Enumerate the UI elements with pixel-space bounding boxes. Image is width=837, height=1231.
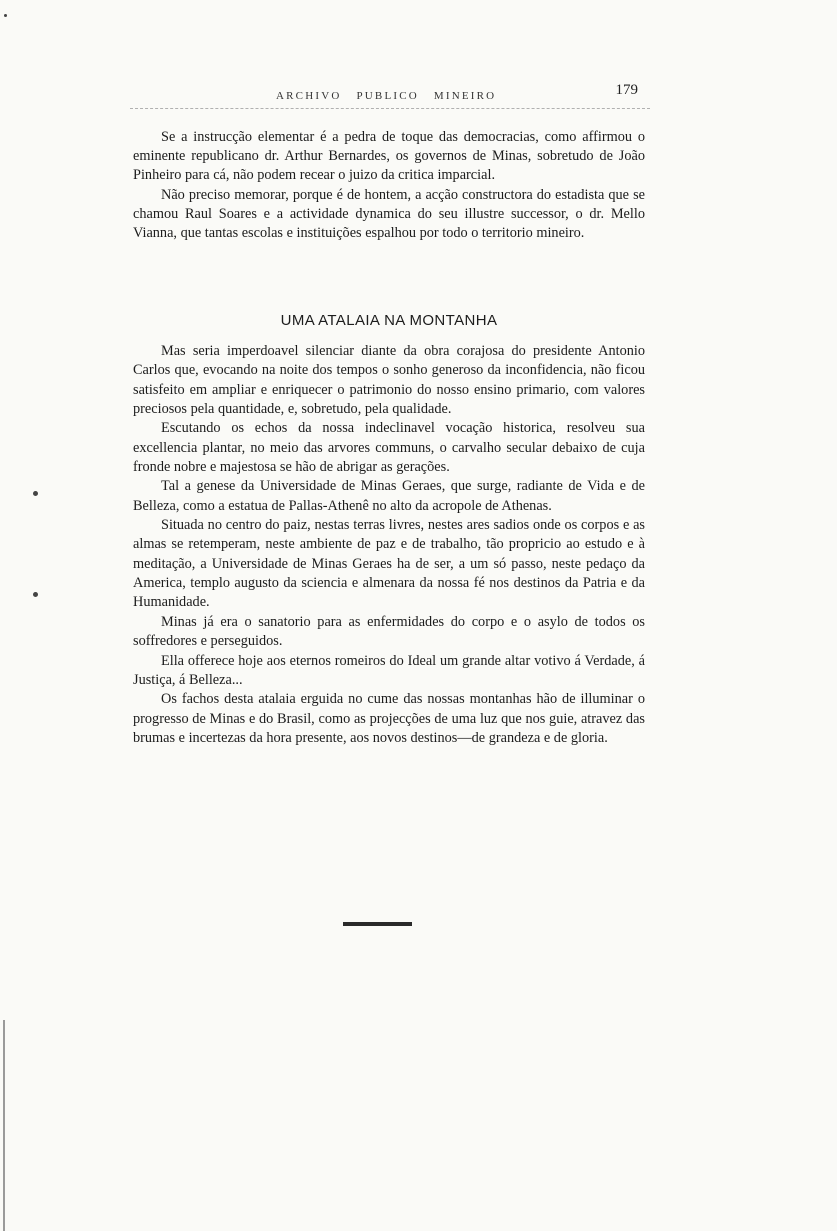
scan-edge-line xyxy=(3,1020,5,1231)
end-of-text-rule xyxy=(343,922,412,926)
scan-speck xyxy=(33,491,38,496)
paragraph: Não preciso memorar, porque é de hontem, a acção constructora do estadista que se chamou Raul Soares e a actividade dynamica do seu illustre successor, o dr. Mello Vianna, que tantas escolas e instituições espalhou por todo o territorio mineiro. xyxy=(133,186,645,242)
paragraph: Minas já era o sanatorio para as enfermidades do corpo e o asylo de todos os soffredores e perseguidos. xyxy=(133,613,645,650)
paragraph: Se a instrucção elementar é a pedra de toque das democracias, como affirmou o eminente republicano dr. Arthur Bernardes, os governos de Minas, sobretudo de João Pinheiro para cá, não podem recear o juizo da critica imparcial. xyxy=(133,129,645,184)
paragraph: Os fachos desta atalaia erguida no cume das nossas montanhas hão de illuminar o progresso de Minas e do Brasil, como as projecções de uma luz que nos guie, atravez das brumas e incertezas da hora presente, aos novos destinos—de grandeza e de gloria. xyxy=(133,691,645,746)
running-header xyxy=(130,82,650,112)
paragraph: Escutando os echos da nossa indeclinavel vocação historica, resolveu sua excellencia plantar, no meio das arvores communs, o carvalho secular debaixo de cuja fronde nobre e majestosa se hão de abrigar as gerações. xyxy=(133,420,645,476)
page-number: 179 xyxy=(615,82,638,98)
scan-speck xyxy=(4,14,7,17)
header-rule xyxy=(130,108,650,109)
paragraph: Ella offerece hoje aos eternos romeiros do Ideal um grande altar votivo á Verdade, á Justiça, á Belleza... xyxy=(133,652,645,688)
scan-speck xyxy=(33,592,38,597)
section-text xyxy=(133,342,645,748)
section-heading: UMA ATALAIA NA MONTANHA xyxy=(280,312,498,329)
running-title: ARCHIVO PUBLICO MINEIRO xyxy=(276,90,497,102)
paragraph: Situada no centro do paiz, nestas terras livres, nestes ares sadios onde os corpos e as almas se retemperam, neste ambiente de paz e de trabalho, tão propricio ao estudo e à meditação, a Universidade de Minas Geraes ha de ser, a um só passo, neste pedaço da America, templo augusto da sciencia e almenara da nossa fé nos destinos da Patria e da Humanidade. xyxy=(133,517,645,611)
paragraph: Tal a genese da Universidade de Minas Geraes, que surge, radiante de Vida e de Belleza, como a estatua de Pallas-Athenê no alto da acropole de Athenas. xyxy=(133,478,645,514)
paragraph: Mas seria imperdoavel silenciar diante da obra corajosa do presidente Antonio Carlos que, evocando na noite dos tempos o sonho generoso da inconfidencia, não ficou satisfeito em ampliar e enriquecer o patrimonio do nosso ensino primario, com valores preciosos pela quantidade, e, sobretudo, pela qualidade. xyxy=(133,343,645,418)
intro-text xyxy=(133,128,645,243)
